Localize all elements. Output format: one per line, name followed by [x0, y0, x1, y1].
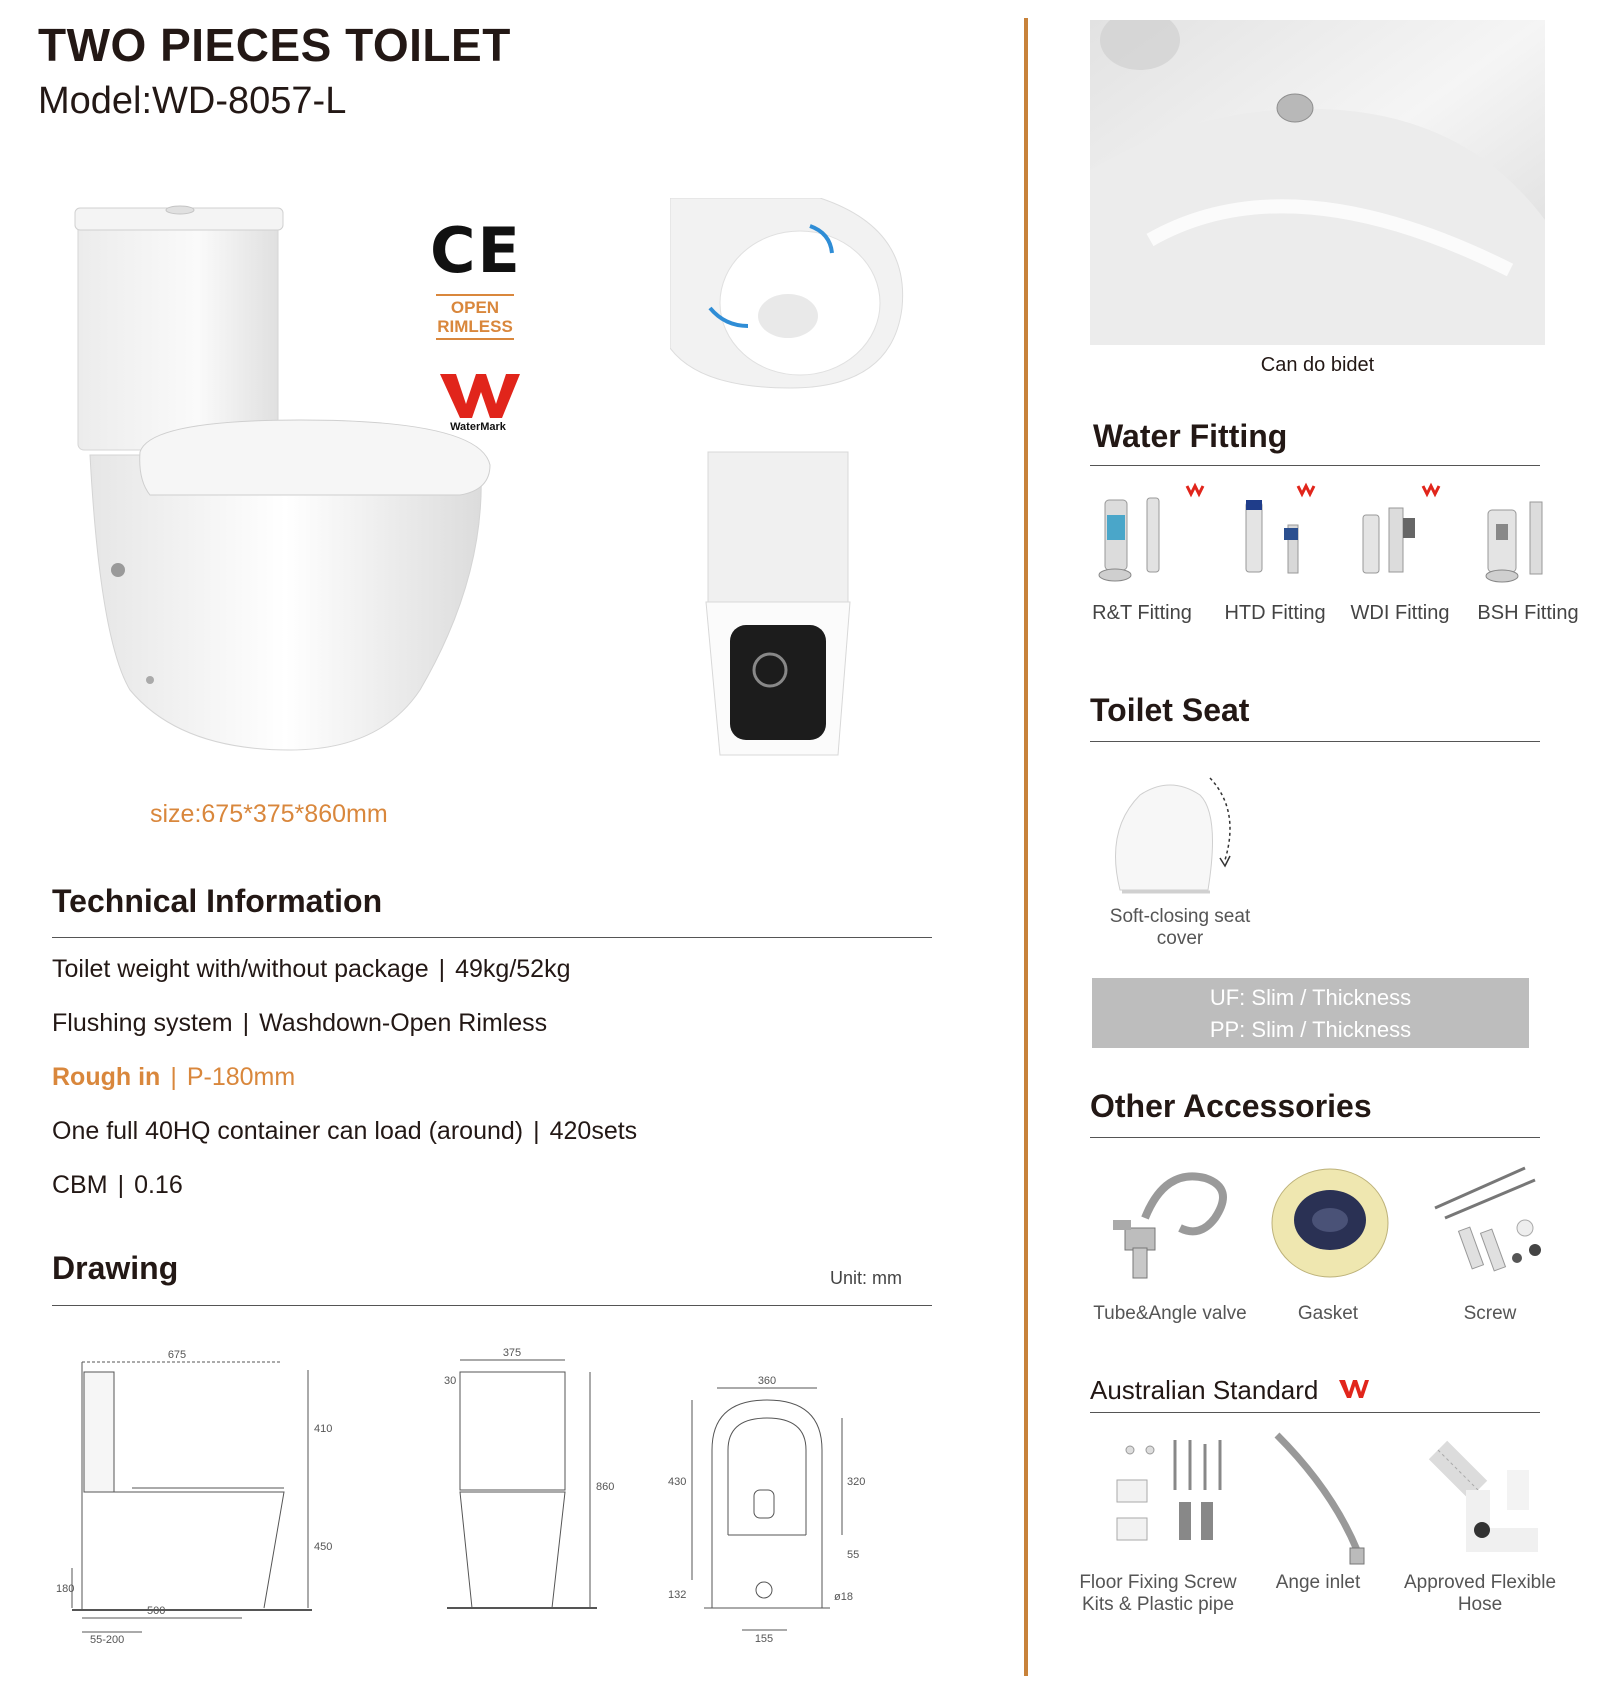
dim-top-width: 360 — [757, 1375, 777, 1387]
product-size: size:675*375*860mm — [150, 800, 388, 828]
drawing-unit: Unit: mm — [830, 1268, 902, 1288]
water-fitting-divider — [1090, 465, 1540, 466]
tube-angle-valve-image — [1105, 1158, 1235, 1288]
htd-fitting-label: HTD Fitting — [1224, 602, 1326, 624]
tech-row-flushing: Flushing system | Washdown-Open Rimless — [52, 1009, 548, 1037]
toilet-front-view-image — [700, 450, 860, 760]
dim-side-outlet: 500 — [147, 1605, 166, 1617]
bidet-caption: Can do bidet — [1260, 354, 1375, 376]
dim-side-floor: 180 — [56, 1583, 75, 1595]
rimless-bowl-image — [670, 198, 910, 398]
toilet-seat-divider — [1090, 741, 1540, 742]
ce-mark: CE — [430, 214, 522, 287]
page-title: TWO PIECES TOILET — [38, 19, 511, 71]
rt-fitting-label: R&T Fitting — [1092, 602, 1192, 624]
dim-top-seat: 320 — [847, 1476, 866, 1488]
column-divider — [1024, 18, 1028, 1676]
bidet-closeup-image — [1090, 20, 1545, 345]
flexible-hose-label: Approved Flexible Hose — [1403, 1572, 1557, 1615]
technical-divider — [52, 937, 932, 938]
australian-standard-heading: Australian Standard — [1090, 1375, 1319, 1405]
dim-top-hole: 55 — [847, 1549, 860, 1561]
technical-heading: Technical Information — [52, 883, 383, 919]
bsh-fitting-image — [1478, 480, 1596, 590]
model-number: Model:WD-8057-L — [38, 80, 347, 122]
dim-side-upper: 410 — [314, 1423, 333, 1435]
watermark-logo-icon — [436, 370, 526, 432]
dim-side-lower: 450 — [314, 1541, 333, 1553]
tech-row-cbm: CBM | 0.16 — [52, 1171, 183, 1199]
floor-fixing-kit-image — [1105, 1430, 1245, 1590]
dim-top-depth: 430 — [668, 1476, 687, 1488]
soft-close-seat-image — [1100, 770, 1250, 900]
open-rimless-badge — [430, 292, 520, 342]
seat-caption: Soft-closing seat cover — [1109, 906, 1251, 949]
rimless-line1: OPEN — [450, 298, 500, 317]
tech-row-rough-in: Rough in | P-180mm — [52, 1063, 296, 1091]
dim-front-height: 860 — [596, 1481, 615, 1493]
dim-side-rough: 55-200 — [90, 1634, 125, 1646]
rt-fitting-image — [1093, 480, 1211, 590]
tech-row-weight: Toilet weight with/without package | 49kg/52kg — [52, 955, 571, 983]
htd-fitting-image — [1228, 480, 1346, 590]
wdi-fitting-label: WDI Fitting — [1350, 602, 1450, 624]
toilet-seat-heading: Toilet Seat — [1090, 692, 1250, 728]
other-accessories-heading: Other Accessories — [1090, 1088, 1372, 1124]
flexible-hose-image — [1418, 1430, 1558, 1590]
bsh-fitting-label: BSH Fitting — [1477, 602, 1579, 624]
floor-fixing-kit-label: Floor Fixing Screw Kits & Plastic pipe — [1079, 1572, 1237, 1615]
watermark-small-icon — [1338, 1378, 1370, 1402]
dim-top-spacing: 155 — [754, 1633, 774, 1645]
gasket-image — [1265, 1158, 1395, 1288]
screw-set-image — [1425, 1158, 1555, 1288]
other-accessories-divider — [1090, 1137, 1540, 1138]
drawing-heading: Drawing — [52, 1250, 179, 1286]
dim-side-width: 675 — [167, 1349, 187, 1361]
dim-top-hole-dia: ø18 — [834, 1591, 853, 1603]
australian-standard-divider — [1090, 1412, 1540, 1413]
water-fitting-heading: Water Fitting — [1093, 418, 1288, 454]
angle-inlet-label: Ange inlet — [1275, 1572, 1361, 1593]
seat-material-pp: PP: Slim / Thickness — [1209, 1017, 1412, 1042]
dim-front-width: 375 — [502, 1347, 522, 1359]
watermark-text: WaterMark — [450, 421, 506, 432]
wdi-fitting-image — [1353, 480, 1471, 590]
dim-front-top: 30 — [444, 1375, 457, 1387]
angle-inlet-image — [1262, 1430, 1402, 1590]
drawing-divider — [52, 1305, 932, 1306]
dim-top-rear: 132 — [668, 1589, 687, 1601]
tube-angle-valve-label: Tube&Angle valve — [1093, 1303, 1247, 1324]
technical-drawing — [52, 1340, 932, 1670]
seat-material-box — [1092, 978, 1529, 1048]
gasket-label: Gasket — [1297, 1303, 1359, 1324]
technical-list — [52, 955, 932, 1225]
tech-row-container: One full 40HQ container can load (around) | 420sets — [52, 1117, 638, 1145]
seat-material-uf: UF: Slim / Thickness — [1209, 985, 1412, 1010]
screw-label: Screw — [1463, 1303, 1517, 1324]
rimless-line2: RIMLESS — [437, 317, 513, 336]
